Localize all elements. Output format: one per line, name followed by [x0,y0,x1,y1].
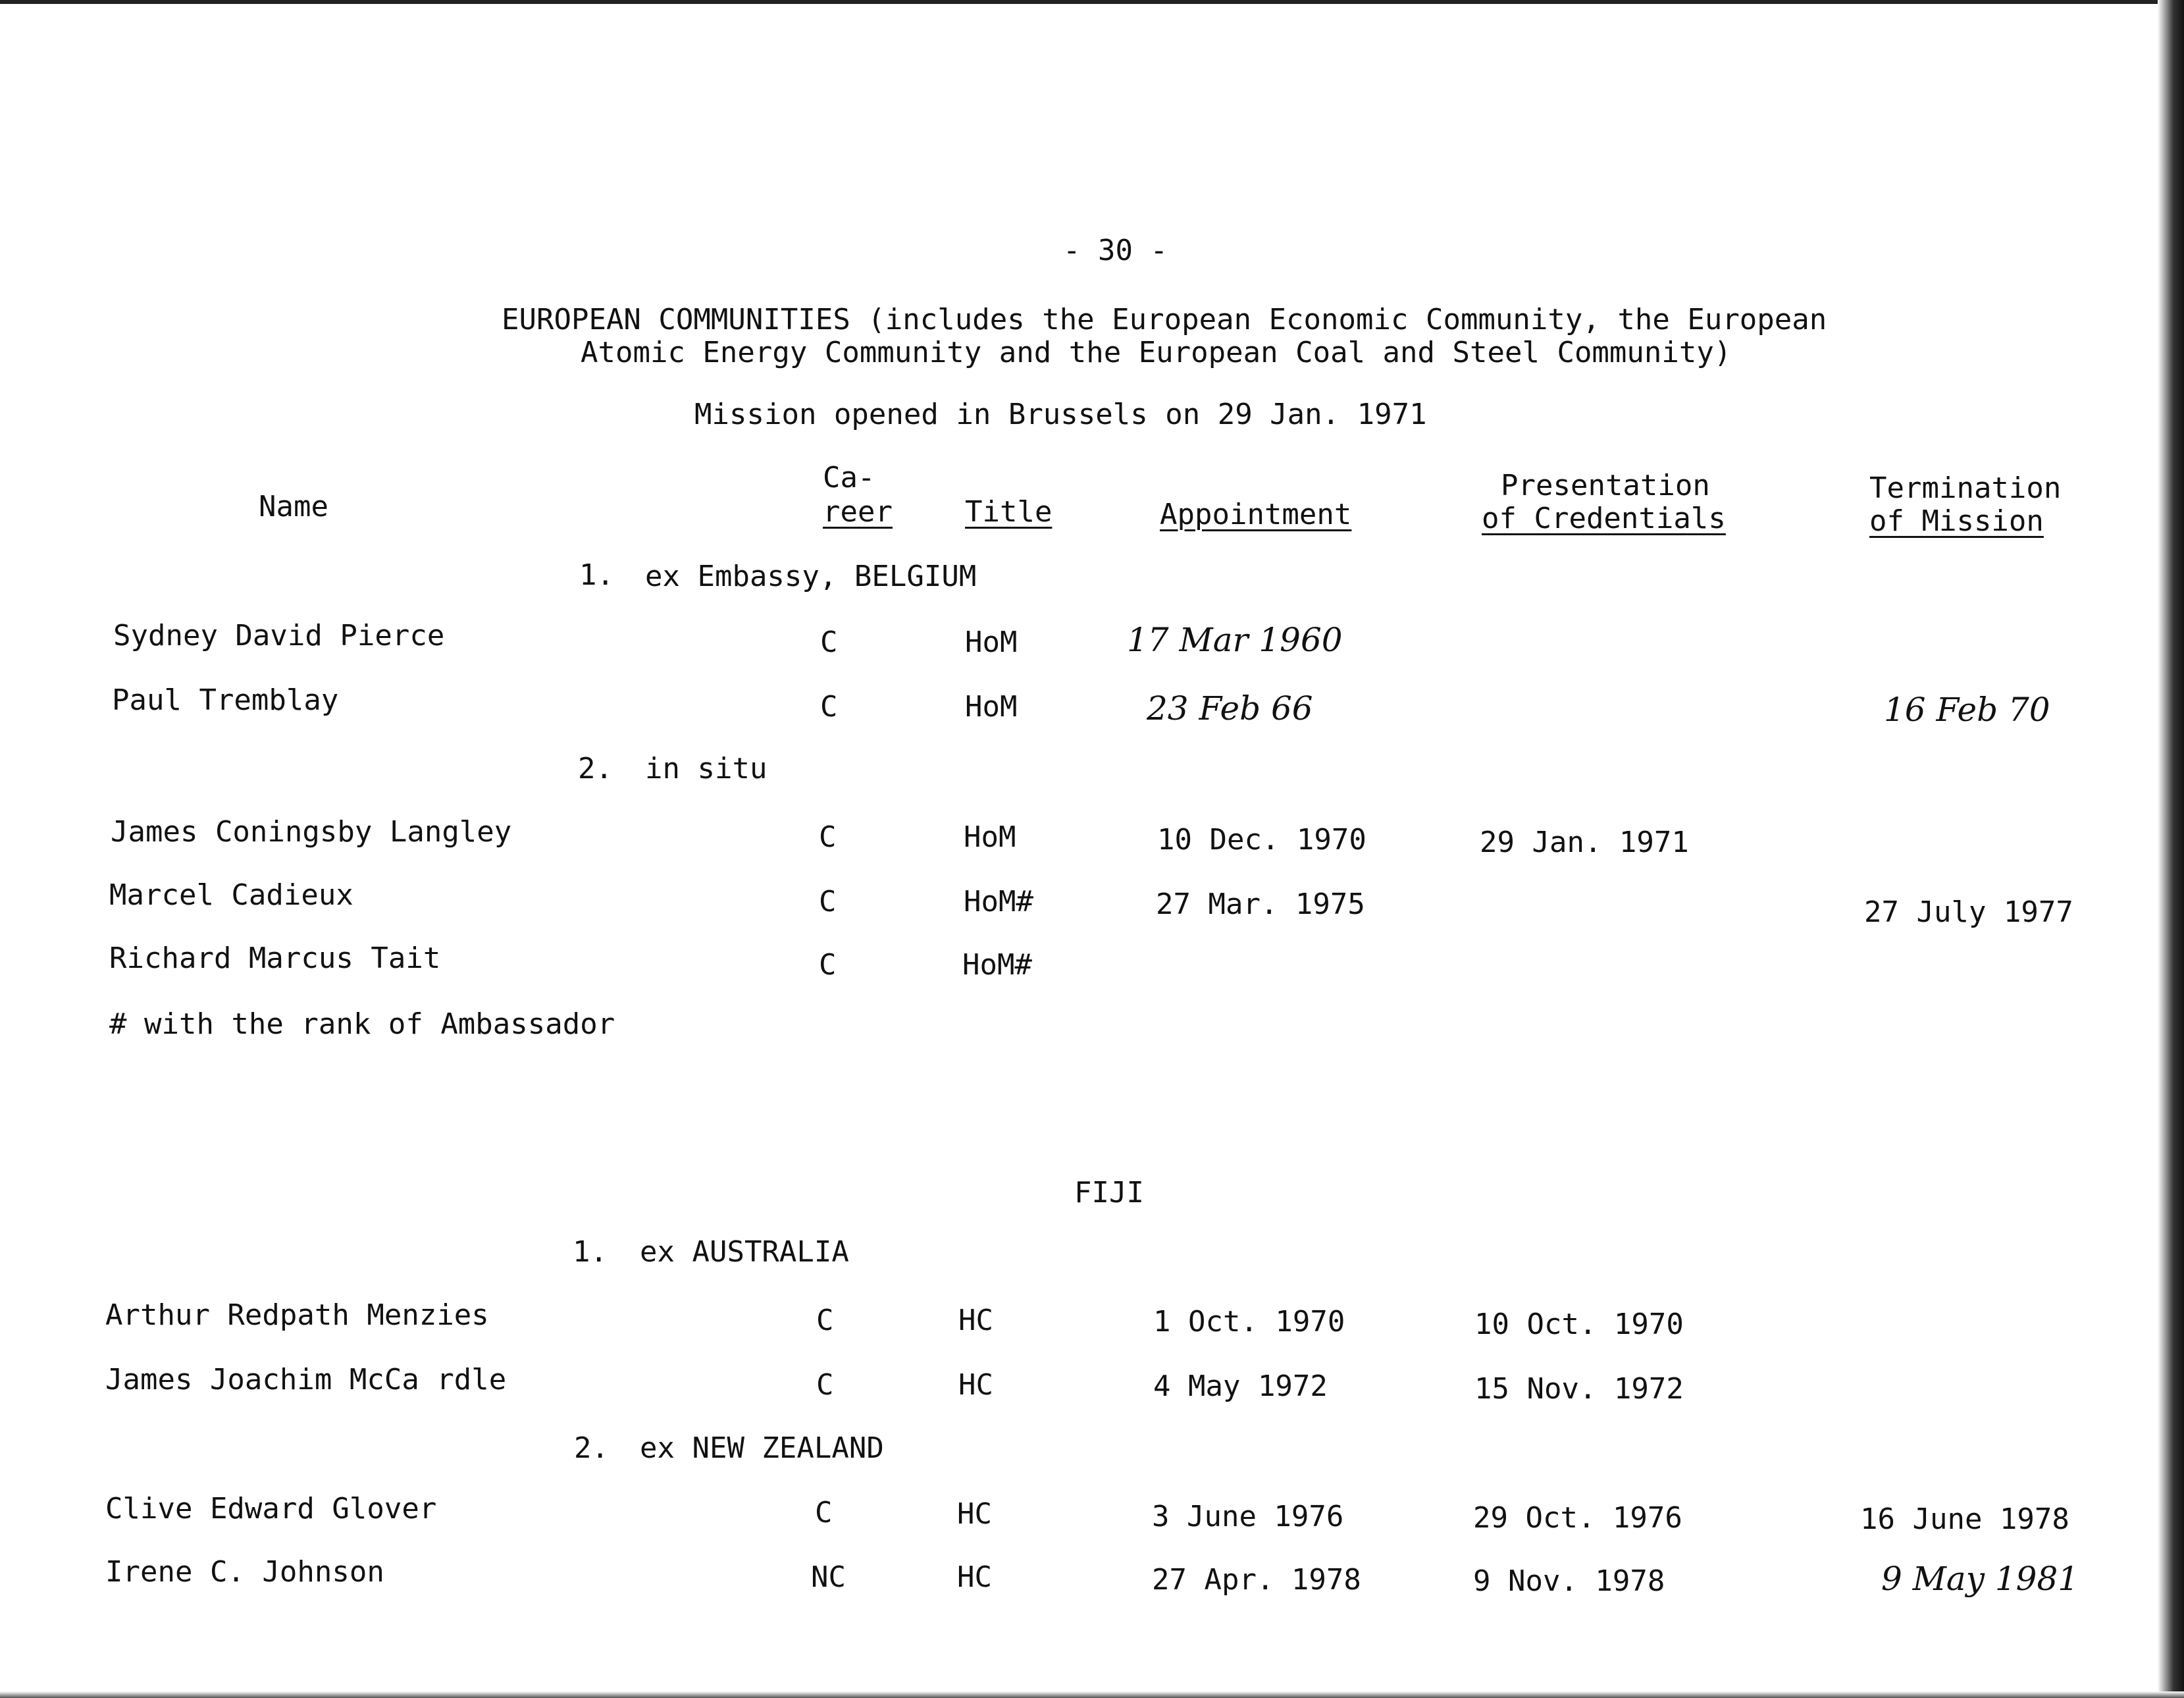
fiji-row-2-title: HC [958,1368,993,1402]
fiji-row-2-credentials: 15 Nov. 1972 [1474,1372,1684,1406]
fiji-row-4-title: HC [957,1560,992,1594]
ec-row-4-career: C [819,885,837,918]
fiji-row-2-appointment: 4 May 1972 [1153,1369,1328,1403]
ec-row-3-name: James Coningsby Langley [111,815,512,849]
fiji-row-1-appointment: 1 Oct. 1970 [1153,1305,1345,1339]
fiji-row-3-name: Clive Edward Glover [105,1492,437,1526]
col-header-name: Name [259,490,328,523]
fiji-row-1-career: C [816,1304,834,1337]
ec-section-2-label: in situ [645,752,767,785]
ec-row-3-credentials: 29 Jan. 1971 [1480,826,1689,859]
heading-line-1: EUROPEAN COMMUNITIES (includes the European Economic Community, the European [502,303,1827,336]
fiji-row-3-appointment: 3 June 1976 [1152,1500,1344,1533]
ec-row-1-title: HoM [965,625,1018,659]
fiji-row-3-termination: 16 June 1978 [1860,1502,2069,1536]
col-header-presentation-top: Presentation [1501,469,1710,502]
fiji-row-4-career: NC [811,1560,846,1594]
ec-row-5-career: C [819,948,837,982]
ec-section-1-label: ex Embassy, BELGIUM [645,560,977,593]
col-header-appointment: Appointment [1160,498,1352,531]
fiji-title: FIJI [1074,1176,1144,1209]
ec-row-1-career: C [820,625,838,659]
col-header-presentation-bottom: of Credentials [1482,502,1726,535]
fiji-row-2-career: C [816,1368,834,1402]
ec-row-2-career: C [820,690,838,724]
ec-section-1-number: 1. [579,558,614,592]
ec-row-3-title: HoM [964,820,1016,854]
ec-row-2-title: HoM [965,690,1018,724]
fiji-section-2-label: ex NEW ZEALAND [640,1431,884,1465]
fiji-section-2-number: 2. [574,1431,609,1465]
ec-row-5-name: Richard Marcus Tait [109,942,441,975]
ec-row-4-title: HoM# [964,885,1033,918]
ec-row-1-appointment: 17 Mar 1960 [1127,621,1343,659]
ec-row-2-name: Paul Tremblay [112,683,339,717]
ec-row-4-appointment: 27 Mar. 1975 [1156,888,1365,921]
ec-row-2-termination: 16 Feb 70 [1884,691,2050,729]
scan-edge-bottom [0,1691,2184,1698]
fiji-row-1-title: HC [958,1304,993,1337]
heading-line-2: Atomic Energy Community and the European Coal and Steel Community) [581,336,1732,369]
ec-row-4-name: Marcel Cadieux [109,878,353,912]
fiji-row-4-name: Irene C. Johnson [105,1555,384,1589]
col-header-termination-bottom: of Mission [1869,504,2044,538]
page-number: - 30 - [1063,234,1168,267]
ec-row-2-appointment: 23 Feb 66 [1147,689,1313,728]
scan-edge-right [2158,0,2184,1698]
ec-section-2-number: 2. [578,752,613,785]
scan-edge-top [0,0,2184,4]
ec-footnote: # with the rank of Ambassador [109,1007,615,1041]
col-header-career-bottom: reer [823,495,893,529]
fiji-row-4-termination: 9 May 1981 [1881,1560,2079,1598]
ec-row-5-title: HoM# [962,948,1032,982]
fiji-row-1-name: Arthur Redpath Menzies [105,1298,489,1332]
ec-row-4-termination: 27 July 1977 [1864,895,2073,929]
mission-opened: Mission opened in Brussels on 29 Jan. 1971 [694,398,1427,431]
ec-row-3-appointment: 10 Dec. 1970 [1157,823,1366,857]
fiji-row-3-career: C [815,1496,833,1529]
fiji-row-1-credentials: 10 Oct. 1970 [1474,1308,1684,1341]
col-header-career-top: Ca- [823,461,875,494]
ec-row-3-career: C [819,820,837,854]
fiji-section-1-label: ex AUSTRALIA [640,1235,849,1269]
fiji-row-4-credentials: 9 Nov. 1978 [1473,1564,1665,1598]
fiji-section-1-number: 1. [573,1235,608,1269]
fiji-row-3-credentials: 29 Oct. 1976 [1473,1501,1682,1535]
fiji-row-3-title: HC [957,1497,992,1531]
fiji-row-2-name: James Joachim McCa rdle [105,1363,507,1396]
ec-row-1-name: Sydney David Pierce [113,619,445,652]
col-header-title: Title [965,495,1053,529]
fiji-row-4-appointment: 27 Apr. 1978 [1152,1563,1361,1597]
col-header-termination-top: Termination [1869,471,2062,505]
